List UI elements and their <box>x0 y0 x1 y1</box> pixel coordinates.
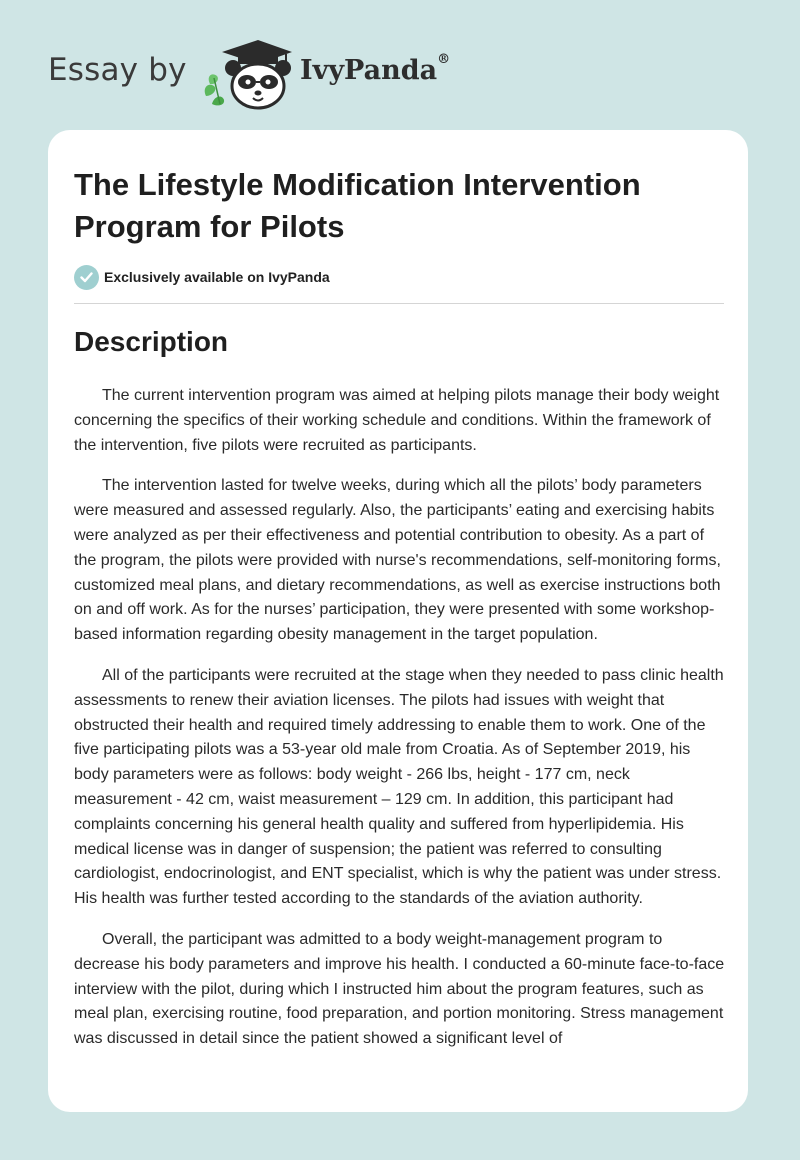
essay-card <box>48 130 748 1112</box>
exclusive-badge-text: Exclusively available on IvyPanda <box>104 269 330 285</box>
essay-by-label: Essay by <box>48 52 187 88</box>
paragraph: The intervention lasted for twelve weeks, during which all the pilots’ body parameters were measured and assessed regularly. Also, the participants’ eating and exercising habits were analyzed as per their effectiveness and potential contribution to obesity. As a part of the program, the pilots were provided with nurse's recommendations, self-monitoring forms, customized meal plans, and dietary recommendations, as well as exercise instructions both on and off work. As for the nurses’ participation, they were presented with some workshop-based information regarding obesity management in the target population. <box>74 477 721 644</box>
essay-body <box>74 384 726 1068</box>
site-header <box>48 34 648 114</box>
brand-name: IvyPanda® <box>300 52 451 86</box>
check-icon <box>74 265 99 290</box>
panda-logo-icon <box>200 34 292 110</box>
exclusive-badge <box>74 264 330 290</box>
registered-mark: ® <box>437 52 451 67</box>
paragraph: The current intervention program was aimed at helping pilots manage their body weight concerning the specifics of their working schedule and conditions. Within the framework of the intervention, five pilots were recruited as participants. <box>74 387 720 454</box>
paragraph: All of the participants were recruited at the stage when they needed to pass clinic health assessments to renew their aviation licenses. The pilots had issues with weight that obstructed their health and required timely addressing to enable them to work. One of the five participating pilots was a 53-year old male from Croatia. As of September 2019, his body parameters were as follows: body weight - 266 lbs, height - 177 cm, neck measurement - 42 cm, waist measurement – 129 cm. In addition, this participant had complaints concerning his general health quality and suffered from hyperlipidemia. His medical license was in danger of suspension; the patient was referred to consulting cardiologist, endocrinologist, and ENT specialist, which is why the patient was under stress. His health was further tested according to the standards of the aviation authority. <box>74 666 724 908</box>
page-title: The Lifestyle Modification Intervention Program for Pilots <box>74 167 641 244</box>
section-heading-description: Description <box>74 326 229 357</box>
paragraph: Overall, the participant was admitted to a body weight-management program to decrease his body parameters and improve his health. I conducted a 60-minute face-to-face interview with the pilot, during which I instructed him about the program features, such as meal plan, exercising routine, food preparation, and portion monitoring. Stress management was discussed in detail since the patient showed a significant level of <box>74 930 725 1048</box>
divider <box>74 303 724 304</box>
